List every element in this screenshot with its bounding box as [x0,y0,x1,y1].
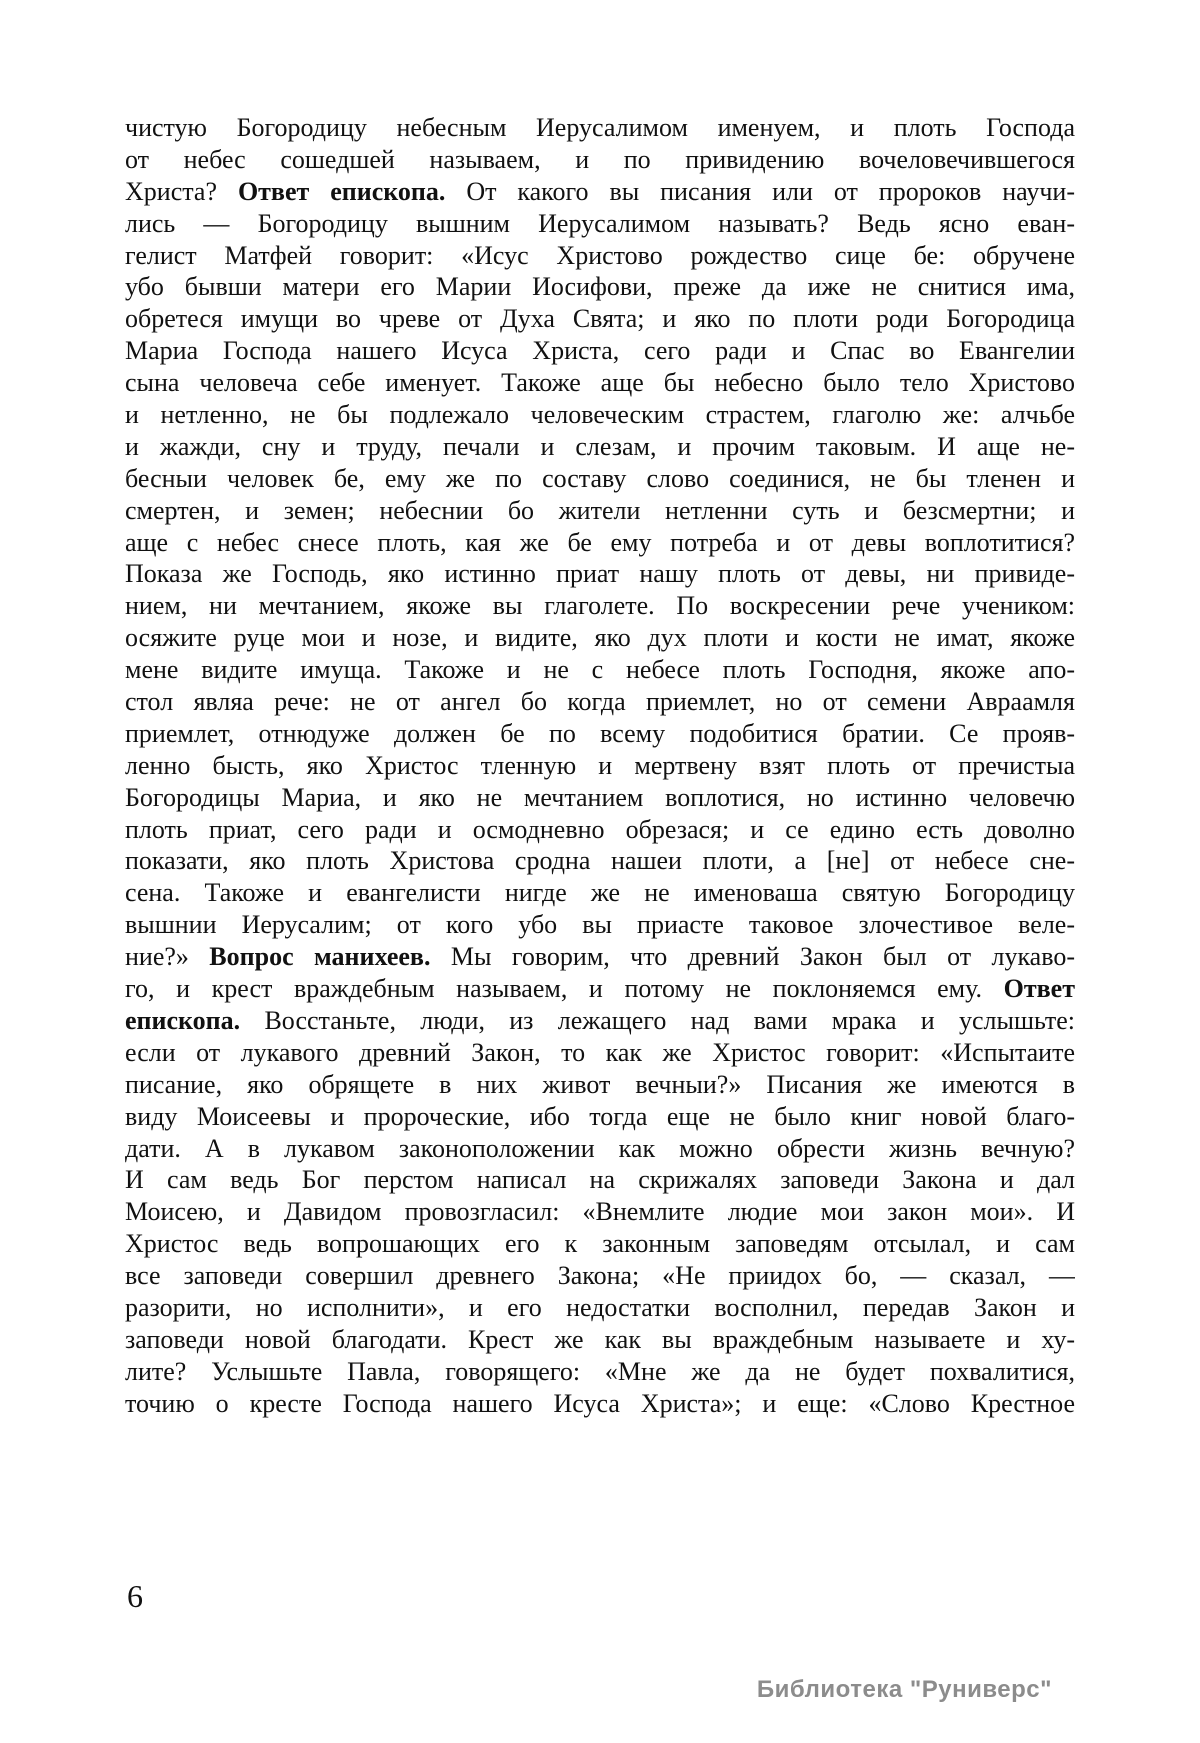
text-line: Христа? Ответ епископа. От какого вы писания или от пророков научи- [125,176,1075,206]
text-line: все заповеди совершил древнего Закона; «Не приидох бо, — сказал, — [125,1261,1075,1291]
text-line: Богородицы Мариа, и яко не мечтанием воплотися, но истинно человечю [125,782,1075,812]
text-line: разорити, но исполнити», и его недостатки восполнил, передав Закон и [125,1292,1075,1322]
text-line: И сам ведь Бог перстом написал на скрижалях заповеди Закона и дал [125,1165,1075,1195]
text-line: чистую Богородицу небесным Иерусалимом именуем, и плоть Господа [125,113,1075,142]
text-line: Христос ведь вопрошающих его к законным заповедям отсылал, и сам [125,1229,1075,1259]
watermark: Библиотека "Руниверс" [756,1676,1052,1703]
text-line: ние?» Вопрос манихеев. Мы говорим, что древний Закон был от лукаво- [125,942,1075,972]
text-line: Мариа Господа нашего Исуса Христа, сего ради и Спас во Евангелии [125,336,1075,366]
text-line: Моисею, и Давидом провозгласил: «Внемлите людие мои закон мои». И [125,1197,1075,1227]
text-line: сына человеча себе именует. Такоже аще бы небесно было тело Христово [125,368,1075,398]
text-line: и нетленно, не бы подлежало человеческим страстем, глаголю же: алчьбе [125,400,1075,430]
text-line: сена. Такоже и евангелисти нигде же не именоваша святую Богородицу [125,878,1075,908]
text-line: го, и крест враждебным называем, и потому не поклоняемся ему. Ответ [125,974,1075,1004]
text-line: заповеди новой благодати. Крест же как вы враждебным называете и ху- [125,1324,1075,1354]
text-line: писание, яко обрящете в них живот вечныи?» Писания же имеются в [125,1069,1075,1099]
text-line: дати. А в лукавом законоположении как можно обрести жизнь вечную? [125,1133,1075,1163]
text-line: мене видите имуща. Такоже и не с небесе плоть Господня, якоже апо- [125,655,1075,685]
text-line: приемлет, отнюдуже должен бе по всему подобитися братии. Се прояв- [125,718,1075,748]
text-line: бесныи человек бе, ему же по составу слово соединися, не бы тленен и [125,463,1075,493]
page-number: 6 [127,1578,143,1614]
text-line: смертен, и земен; небеснии бо жители нетленни суть и безсмертни; и [125,495,1075,525]
body-text [125,112,1075,1420]
text-line: епископа. Восстаньте, люди, из лежащего над вами мрака и услышьте: [125,1005,1075,1035]
text-line: аще с небес снесе плоть, кая же бе ему потреба и от девы воплотитися? [125,527,1075,557]
text-line: ленно бысть, яко Христос тленную и мертвену взят плоть от пречистыа [125,750,1075,780]
text-line: лите? Услышьте Павла, говорящего: «Мне же да не будет похвалитися, [125,1356,1075,1386]
text-line: обретеся имущи во чреве от Духа Свята; и яко по плоти роди Богородица [125,304,1075,334]
text-line: от небес сошедшей называем, и по привидению вочеловечившегося [125,144,1075,174]
text-line: убо бывши матери его Марии Иосифови, преже да иже не снитися има, [125,272,1075,302]
text-line: осяжите руце мои и нозе, и видите, яко дух плоти и кости не имат, якоже [125,623,1075,653]
text-line: и жажди, сну и труду, печали и слезам, и прочим таковым. И аще не- [125,431,1075,461]
text-line: лись — Богородицу вышним Иерусалимом называть? Ведь ясно еван- [125,208,1075,238]
text-line: показати, яко плоть Христова сродна нашеи плоти, а [не] от небесе сне- [125,846,1075,876]
text-line: виду Моисеевы и пророческие, ибо тогда еще не было книг новой благо- [125,1101,1075,1131]
text-line: плоть приат, сего ради и осмодневно обрезася; и се едино есть доволно [125,814,1075,844]
text-line: если от лукавого древний Закон, то как же Христос говорит: «Испытаите [125,1037,1075,1067]
text-line: стол являа рече: не от ангел бо когда приемлет, но от семени Авраамля [125,687,1075,717]
text-line: нием, ни мечтанием, якоже вы глаголете. По воскресении рече учеником: [125,591,1075,621]
text-line: Показа же Господь, яко истинно приат нашу плоть от девы, ни привиде- [125,559,1075,589]
text-line: гелист Матфей говорит: «Исус Христово рождество сице бе: обручене [125,240,1075,270]
text-line: вышнии Иерусалим; от кого убо вы приасте таковое злочестивое веле- [125,910,1075,940]
text-line: точию о кресте Господа нашего Исуса Христа»; и еще: «Слово Крестное [125,1388,1075,1418]
